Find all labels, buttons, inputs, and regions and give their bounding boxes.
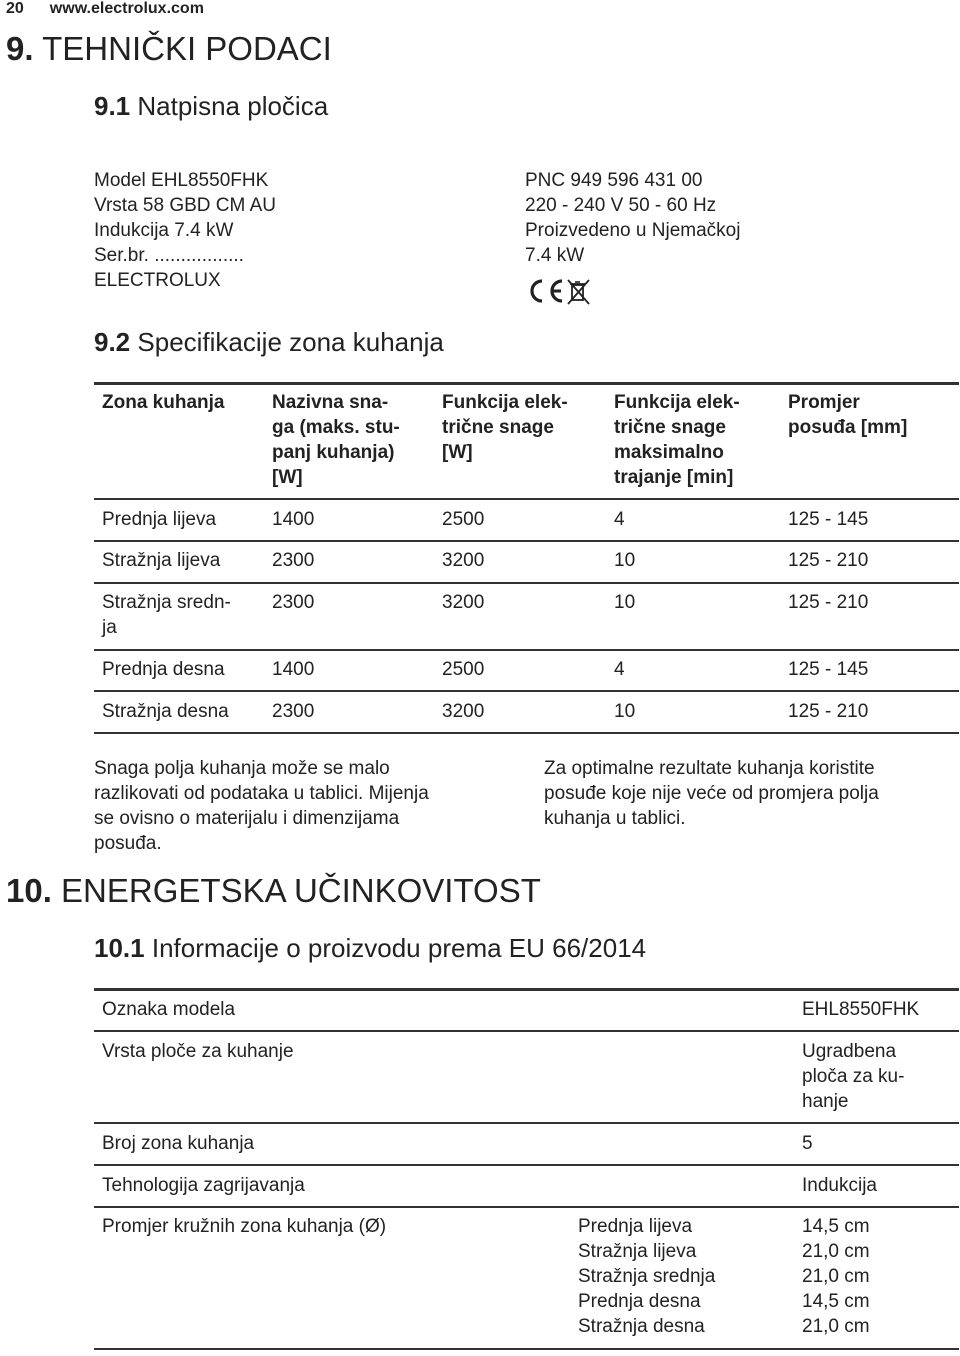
section-10-1-title: Informacije o proizvodu prema EU 66/2014 xyxy=(151,933,647,963)
nominal-power: 1400 xyxy=(272,509,315,530)
section-9-title: TEHNIČKI PODACI xyxy=(42,30,332,67)
nominal-power: 2300 xyxy=(272,592,315,613)
section-10-1-heading xyxy=(94,933,646,963)
header-line: posuđa [mm] xyxy=(788,417,908,438)
zone-diameter-name: Prednja lijeva xyxy=(578,1216,693,1237)
pan-diameter: 125 - 210 xyxy=(788,550,869,571)
header-line: maksimalno xyxy=(614,442,724,463)
section-9-2-title: Specifikacije zona kuhanja xyxy=(137,327,444,357)
hob-type-line: ploča za ku- xyxy=(802,1066,905,1087)
nominal-power: 1400 xyxy=(272,659,315,680)
note-left xyxy=(94,756,429,856)
boost-duration: 4 xyxy=(614,659,625,680)
header-line: panj kuhanja) xyxy=(272,442,395,463)
table-header xyxy=(102,390,224,415)
table-rule xyxy=(94,1122,959,1124)
model-value: EHL8550FHK xyxy=(802,999,920,1020)
plate-line: Indukcija 7.4 kW xyxy=(94,220,234,241)
pan-diameter: 125 - 210 xyxy=(788,701,869,722)
zones-count-value: 5 xyxy=(802,1133,813,1154)
zone-diameter-value: 21,0 cm xyxy=(802,1266,870,1287)
header-line: trajanje [min] xyxy=(614,467,734,488)
header-line: [W] xyxy=(442,442,473,463)
section-9-2-number: 9.2 xyxy=(94,327,131,357)
section-9-2-heading xyxy=(94,327,444,357)
table-rule xyxy=(94,988,959,991)
table-rule xyxy=(94,732,959,734)
rating-plate-left xyxy=(94,168,276,293)
section-10-1-number: 10.1 xyxy=(94,933,145,963)
hob-type-line: Ugradbena xyxy=(802,1041,897,1062)
zone-name: Stražnja lijeva xyxy=(102,550,221,571)
page-header xyxy=(6,0,204,18)
header-line: [W] xyxy=(272,467,303,488)
table-rule xyxy=(94,1030,959,1032)
ce-weee-icon xyxy=(525,276,595,306)
header-line: Funkcija elek- xyxy=(442,392,568,413)
table-header xyxy=(442,390,568,465)
plate-line: 7.4 kW xyxy=(525,245,585,266)
note-line: posuđa. xyxy=(94,833,162,854)
zone-diameter-value: 21,0 cm xyxy=(802,1241,870,1262)
table-header xyxy=(788,390,907,440)
pan-diameter: 125 - 145 xyxy=(788,509,869,530)
plate-line: PNC 949 596 431 00 xyxy=(525,170,703,191)
header-line: Funkcija elek- xyxy=(614,392,740,413)
zone-name xyxy=(102,590,231,640)
plate-line: 220 - 240 V 50 - 60 Hz xyxy=(525,195,717,216)
section-9-number: 9. xyxy=(6,30,34,67)
hob-type-label: Vrsta ploče za kuhanje xyxy=(102,1041,294,1062)
note-line: Snaga polja kuhanja može se malo xyxy=(94,758,390,779)
power-boost: 3200 xyxy=(442,701,485,722)
boost-duration: 10 xyxy=(614,701,636,722)
note-line: posuđe koje nije veće od promjera polja xyxy=(544,783,879,804)
header-line: Zona kuhanja xyxy=(102,392,225,413)
section-9-1-heading xyxy=(94,91,328,121)
zone-name: Prednja lijeva xyxy=(102,509,217,530)
boost-duration: 10 xyxy=(614,550,636,571)
header-line: Nazivna sna- xyxy=(272,392,389,413)
table-header xyxy=(272,390,400,490)
zones-count-label: Broj zona kuhanja xyxy=(102,1133,255,1154)
boost-duration: 10 xyxy=(614,592,636,613)
section-9-1-title: Natpisna pločica xyxy=(137,91,329,121)
header-line: trične snage xyxy=(442,417,554,438)
table-rule xyxy=(94,382,959,385)
table-rule xyxy=(94,1206,959,1208)
zone-diameter-name: Prednja desna xyxy=(578,1291,701,1312)
boost-duration: 4 xyxy=(614,509,625,530)
note-line: se ovisno o materijalu i dimenzijama xyxy=(94,808,400,829)
plate-line: Ser.br. ................. xyxy=(94,245,244,266)
website: www.electrolux.com xyxy=(49,0,204,17)
pan-diameter: 125 - 145 xyxy=(788,659,869,680)
zone-diameter-name: Stražnja srednja xyxy=(578,1266,716,1287)
zone-diameter-value: 14,5 cm xyxy=(802,1216,870,1237)
note-line: Za optimalne rezultate kuhanja koristite xyxy=(544,758,875,779)
power-boost: 3200 xyxy=(442,592,485,613)
section-10-number: 10. xyxy=(6,872,52,909)
power-boost: 2500 xyxy=(442,659,485,680)
zone-diameter-value: 21,0 cm xyxy=(802,1316,870,1337)
table-rule xyxy=(94,690,959,692)
plate-line: Model EHL8550FHK xyxy=(94,170,269,191)
zone-diameter-names xyxy=(578,1214,715,1339)
plate-line: Proizvedeno u Njemačkoj xyxy=(525,220,741,241)
zone-name-line: ja xyxy=(102,617,117,638)
zone-diameter-name: Stražnja desna xyxy=(578,1316,705,1337)
page-number: 20 xyxy=(6,0,24,17)
header-line: Promjer xyxy=(788,392,860,413)
zone-name-line: Stražnja sredn- xyxy=(102,592,231,613)
section-10-heading xyxy=(6,872,541,910)
plate-line: Vrsta 58 GBD CM AU xyxy=(94,195,276,216)
zone-diameter-name: Stražnja lijeva xyxy=(578,1241,697,1262)
zone-name: Stražnja desna xyxy=(102,701,229,722)
heating-tech-label: Tehnologija zagrijavanja xyxy=(102,1175,305,1196)
zone-diameter-values xyxy=(802,1214,870,1339)
hob-type-line: hanje xyxy=(802,1091,849,1112)
zone-diameter-label: Promjer kružnih zona kuhanja (Ø) xyxy=(102,1216,387,1237)
zone-name: Prednja desna xyxy=(102,659,225,680)
nominal-power: 2300 xyxy=(272,701,315,722)
pan-diameter: 125 - 210 xyxy=(788,592,869,613)
note-right xyxy=(544,756,879,831)
table-rule xyxy=(94,1164,959,1166)
header-line: ga (maks. stu- xyxy=(272,417,400,438)
table-rule xyxy=(94,582,959,584)
note-line: razlikovati od podataka u tablici. Mijenja xyxy=(94,783,429,804)
plate-line: ELECTROLUX xyxy=(94,270,221,291)
nominal-power: 2300 xyxy=(272,550,315,571)
zone-diameter-value: 14,5 cm xyxy=(802,1291,870,1312)
power-boost: 3200 xyxy=(442,550,485,571)
section-10-title: ENERGETSKA UČINKOVITOST xyxy=(61,872,541,909)
section-9-heading xyxy=(6,30,332,68)
table-rule xyxy=(94,1348,959,1350)
table-rule xyxy=(94,649,959,651)
note-line: kuhanja u tablici. xyxy=(544,808,686,829)
model-label: Oznaka modela xyxy=(102,999,236,1020)
table-header xyxy=(614,390,740,490)
rating-plate-right xyxy=(525,168,740,268)
hob-type-value xyxy=(802,1039,904,1114)
table-rule xyxy=(94,540,959,542)
heating-tech-value: Indukcija xyxy=(802,1175,877,1196)
header-line: trične snage xyxy=(614,417,726,438)
power-boost: 2500 xyxy=(442,509,485,530)
table-rule xyxy=(94,498,959,500)
section-9-1-number: 9.1 xyxy=(94,91,131,121)
